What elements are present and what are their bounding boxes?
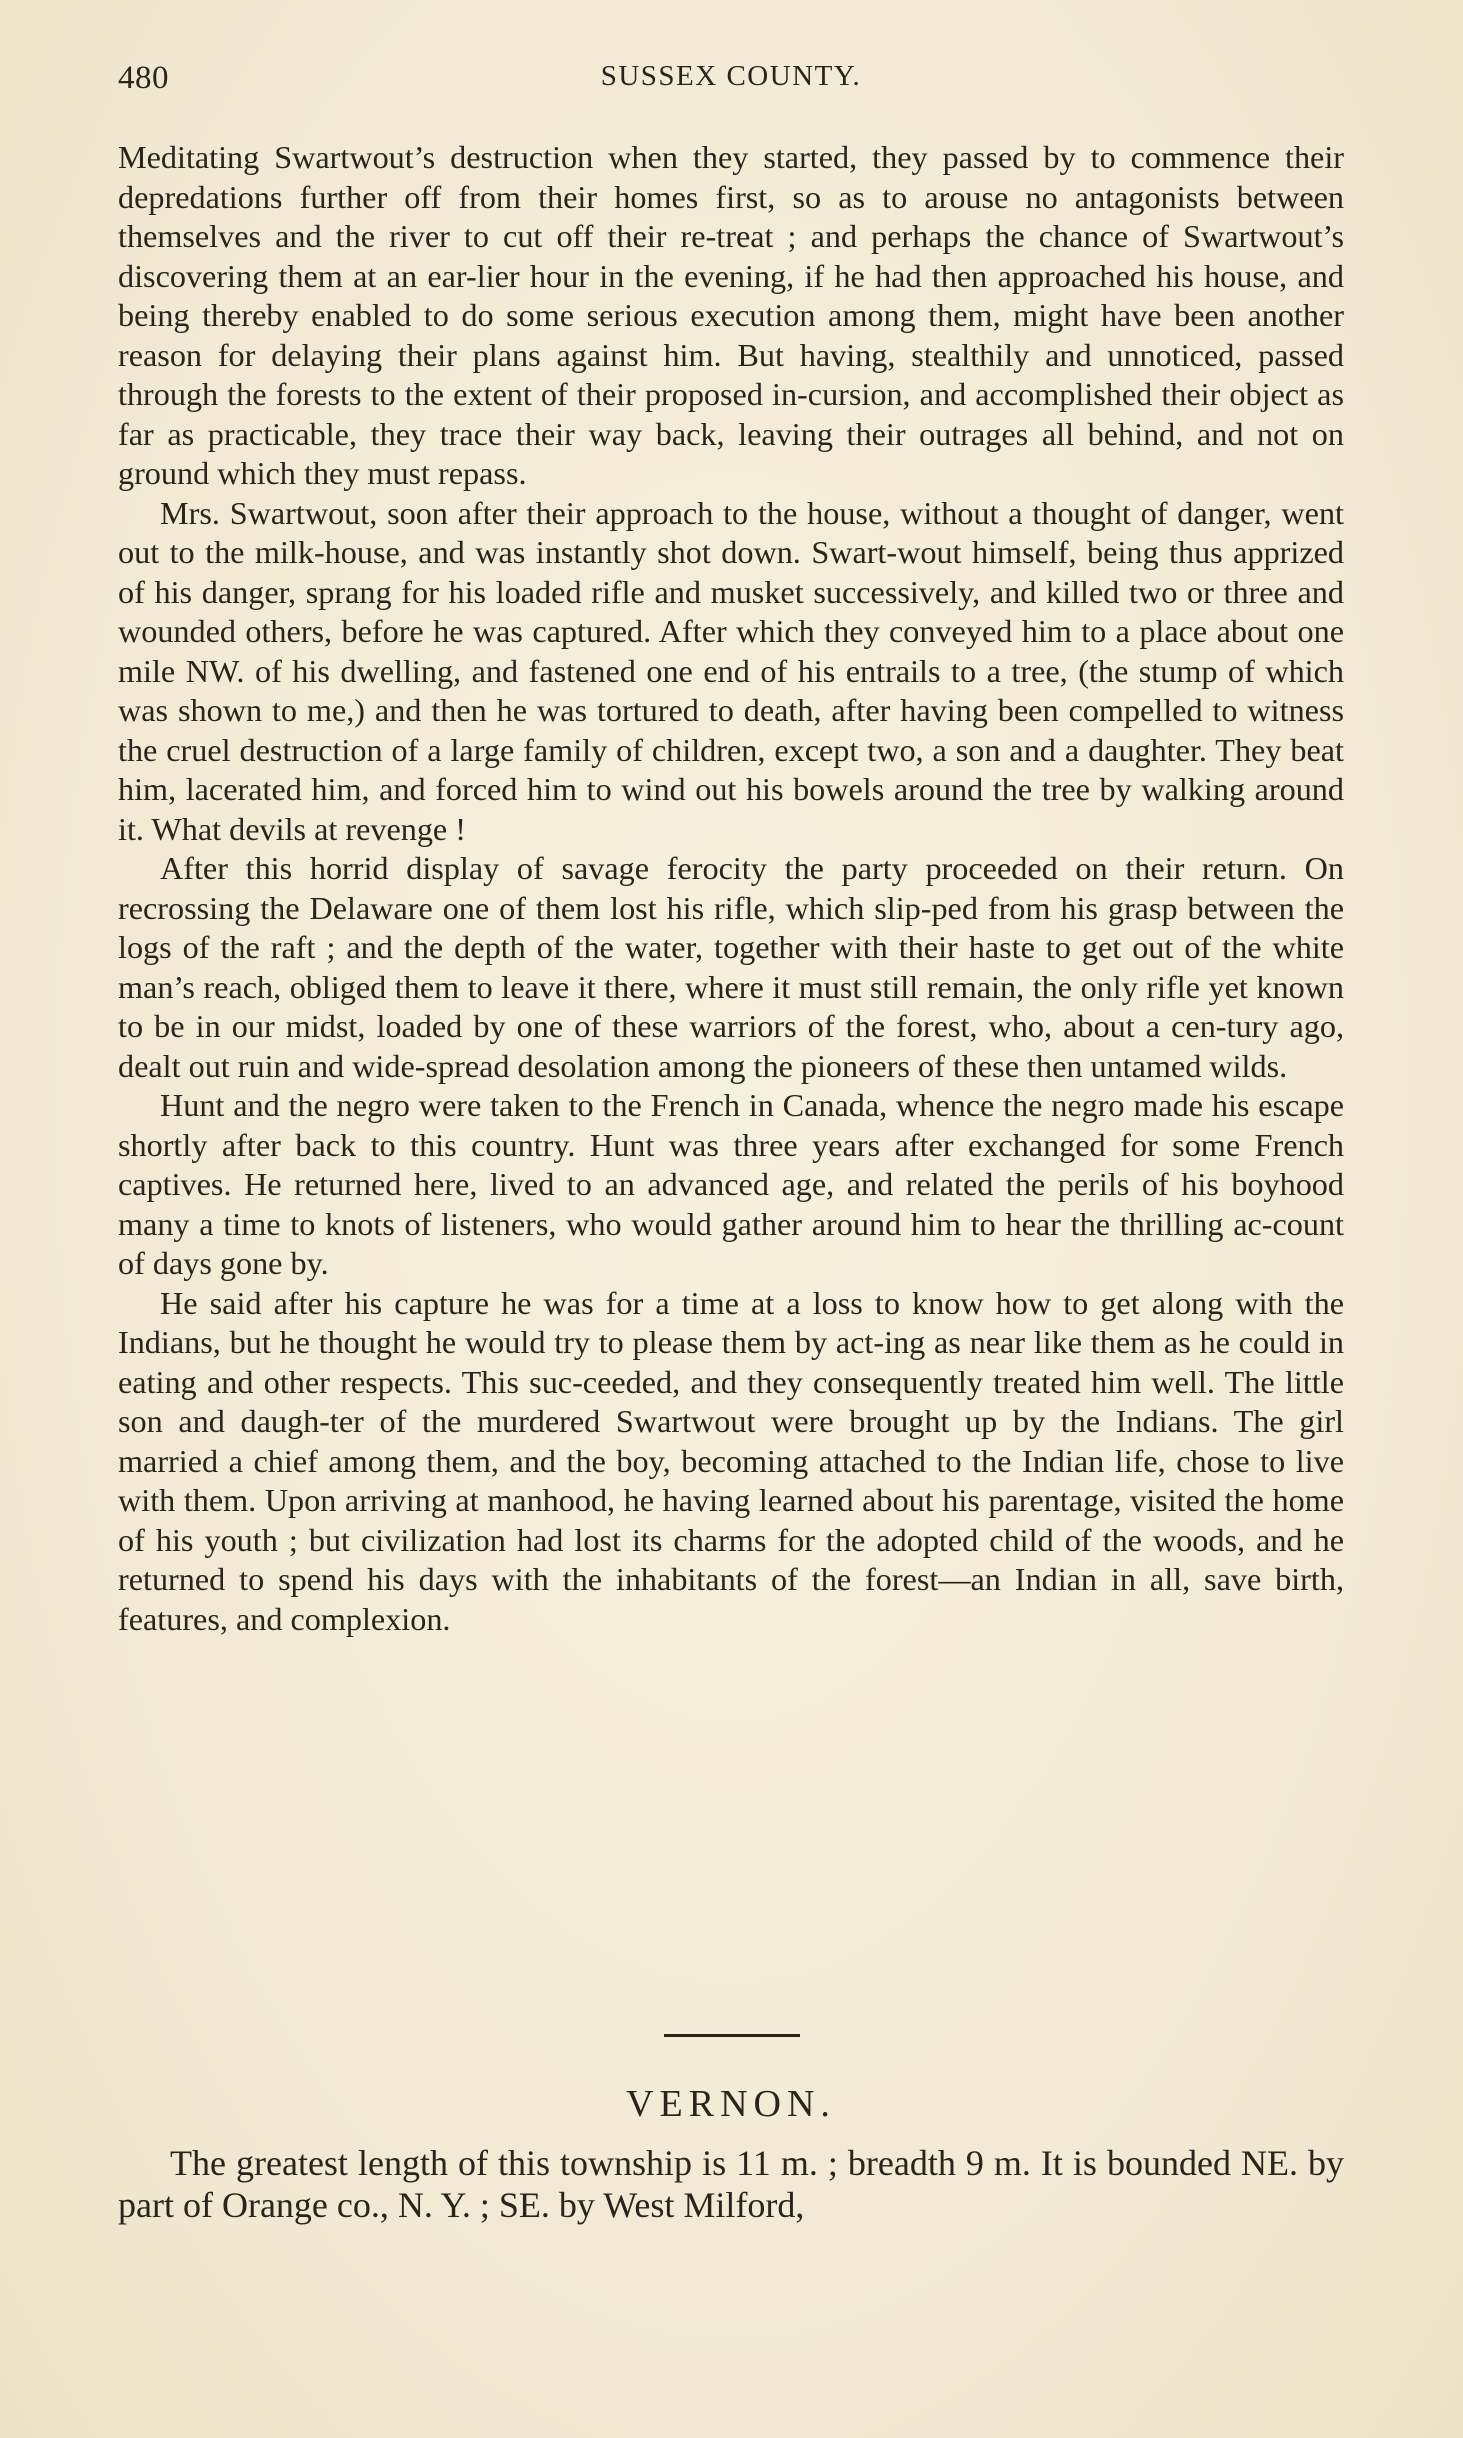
page-header (118, 58, 1344, 98)
running-head: SUSSEX COUNTY. (600, 60, 862, 92)
body-text (118, 138, 1344, 1639)
paragraph: Hunt and the negro were taken to the French in Canada, whence the negro made his escape shortly after back to this country. Hunt was three years after exchanged for some French captives. He returned here, lived to an advanced age, and related the perils of his boyhood many a time to knots of listeners, who would gather around him to hear the thrilling ac-count of days gone by. (118, 1087, 1344, 1281)
paragraph: Meditating Swartwout’s destruction when they started, they passed by to commence their depredations further off from their homes first, so as to arouse no antagonists between themselves and the river to cut off their re-treat ; and perhaps the chance of Swartwout’s discovering them at an ear-lier hour in the evening, if he had then approached his house, and being thereby enabled to do some serious execution among them, might have been another reason for delaying their plans against him. But having, stealthily and unnoticed, passed through the forests to the extent of their proposed in-cursion, and accomplished their object as far as practicable, they trace their way back, leaving their outrages all behind, and not on ground which they must repass. (118, 139, 1344, 491)
page-number: 480 (118, 60, 169, 96)
section-title: VERNON. (626, 2083, 836, 2125)
section-text (118, 2142, 1344, 2226)
paragraph: He said after his capture he was for a time at a loss to know how to get along with the Indians, but he thought he would try to please them by act-ing as near like them as he could in eating and other respects. This suc-ceeded, and they consequently treated him well. The little son and daugh-ter of the murdered Swartwout were brought up by the Indians. The girl married a chief among them, and the boy, becoming attached to the Indian life, chose to live with them. Upon arriving at manhood, he having learned about his parentage, visited the home of his youth ; but civilization had lost its charms for the adopted child of the woods, and he returned to spend his days with the inhabitants of the forest—an Indian in all, save birth, features, and complexion. (118, 1284, 1344, 1637)
paragraph: After this horrid display of savage ferocity the party proceeded on their return. On recrossing the Delaware one of them lost his rifle, which slip-ped from his grasp between the logs of the raft ; and the depth of the water, together with their haste to get out of the white man’s reach, obliged them to leave it there, where it must still remain, the only rifle yet known to be in our midst, loaded by one of these warriors of the forest, who, about a cen-tury ago, dealt out ruin and wide-spread desolation among the pioneers of these then untamed wilds. (118, 850, 1344, 1084)
paragraph: Mrs. Swartwout, soon after their approach to the house, without a thought of danger, went out to the milk-house, and was instantly shot down. Swart-wout himself, being thus apprized of his danger, sprang for his loaded rifle and musket successively, and killed two or three and wounded others, before he was captured. After which they conveyed him to a place about one mile NW. of his dwelling, and fastened one end of his entrails to a tree, (the stump of which was shown to me,) and then he was tortured to death, after having been compelled to witness the cruel destruction of a large family of children, except two, a son and a daughter. They beat him, lacerated him, and forced him to wind out his bowels around the tree by walking around it. What devils at revenge ! (118, 494, 1344, 847)
section-divider-rule (664, 2034, 800, 2037)
paragraph: The greatest length of this township is 11 m. ; breadth 9 m. It is bounded NE. by part of Orange co., N. Y. ; SE. by West Milford, (118, 2143, 1344, 2225)
